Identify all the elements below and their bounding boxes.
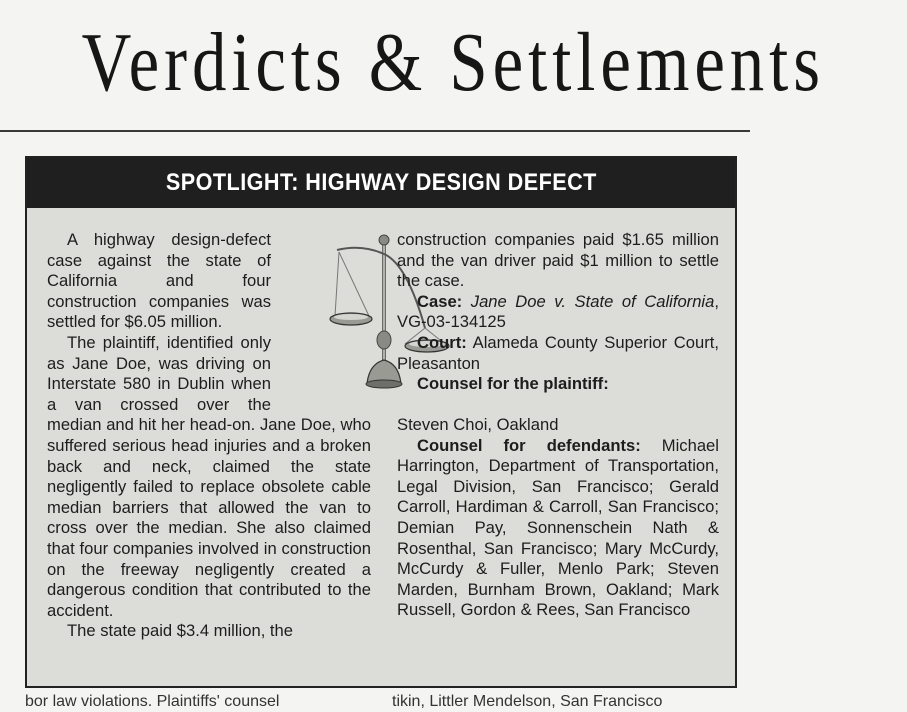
article-columns: [27, 208, 735, 686]
next-article-bleed: [0, 688, 750, 710]
spotlight-box: [25, 156, 737, 688]
defense-counsel-label: Counsel for defendants:: [417, 435, 641, 455]
bleed-left-text: bor law violations. Plaintiffs' counsel: [25, 693, 280, 710]
court-label: Court:: [417, 332, 467, 352]
case-line: [397, 292, 719, 333]
plaintiff-counsel-line: [397, 374, 719, 395]
case-label: Case:: [417, 291, 463, 311]
defense-counsel-text: Michael Harrington, Department of Transportation, Legal Division, San Francisco; Gerald Carroll, Hardiman & Carroll, San Francisco; Demian Pay, Sonnenschein Nath & Rosenthal, San Francisco; Mary McCurdy, McCurdy & Fuller, Menlo Park; Steven Marden, Burnham Brown, Oakland; Mark Russell, Gordon & Rees, San Francisco: [397, 435, 719, 620]
defense-counsel-line: [397, 436, 719, 621]
masthead-title: Verdicts & Settlements: [81, 16, 825, 109]
court-line: [397, 333, 719, 374]
spotlight-heading: SPOTLIGHT: HIGHWAY DESIGN DEFECT: [165, 169, 597, 196]
paragraph-settlement: construction companies paid $1.65 million and the van driver paid $1 million to settle the case.: [397, 230, 719, 291]
paragraph-payments: The state paid $3.4 million, the: [67, 621, 293, 641]
plaintiff-counsel-text: Steven Choi, Oakland: [397, 415, 559, 434]
masthead-rule: [0, 130, 750, 132]
right-column: [397, 230, 719, 395]
counsel-block: [397, 415, 719, 621]
paragraph-plaintiff: The plaintiff, identified only as Jane Doe, was driving on Interstate 580 in Dublin when a van crossed over the median and hit her head-on. Jane Doe, who suffered serious head injuries and a broken back and neck, claimed the state negligently failed to replace obsolete cable median barriers that allowed the van to cross over the median. She also claimed that four companies involved in construction on the freeway negligently created a dangerous condition that contributed to the accident.: [47, 332, 371, 620]
paragraph-intro: A highway design-defect case against the state of California and four construction companies was settled for $6.05 million.: [47, 230, 271, 332]
spotlight-banner: [27, 158, 735, 208]
masthead: [0, 0, 825, 128]
court-text: Alameda County Superior Court, Pleasanton: [397, 332, 719, 373]
bleed-right-text: tikin, Littler Mendelson, San Francisco: [392, 693, 663, 710]
plaintiff-counsel-label: Counsel for the plaintiff:: [417, 374, 609, 394]
case-name: Jane Doe v. State of California: [470, 291, 715, 311]
case-number: , VG-03-134125: [397, 291, 719, 332]
